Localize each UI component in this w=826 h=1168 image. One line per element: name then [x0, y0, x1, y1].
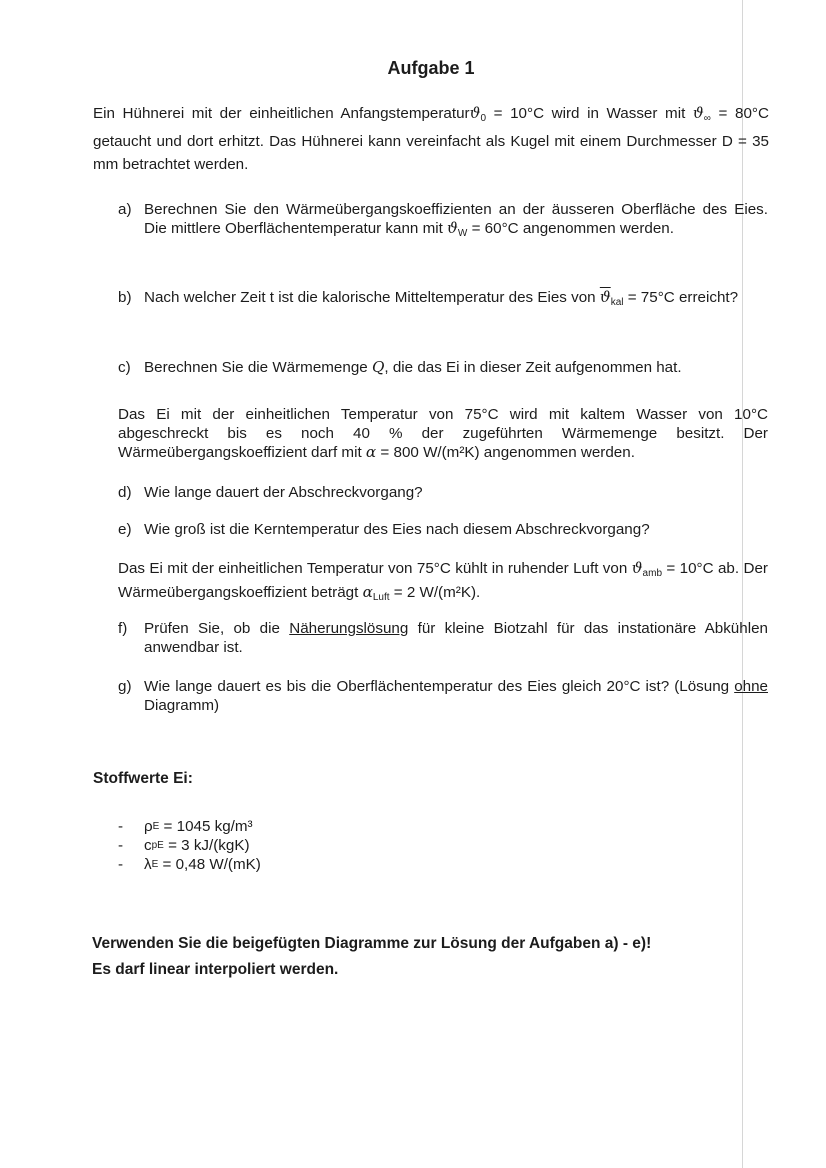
alpha-symbol: α — [365, 443, 377, 461]
list-item — [118, 836, 261, 855]
task-text: = 60°C angenommen werden. — [471, 220, 674, 237]
property-value: = 3 kJ/(kgK) — [168, 837, 250, 854]
subscript-amb: amb — [642, 568, 662, 579]
task-label: c) — [118, 359, 131, 376]
q-symbol: Q — [371, 358, 385, 376]
task-a — [118, 200, 768, 243]
instruction-line-2: Es darf linear interpoliert werden. — [92, 961, 339, 978]
property-symbol: c — [144, 837, 152, 854]
task-text: Berechnen Sie den Wärmeübergangskoeffizienten an der äusseren Oberfläche des Eies. Die mittlere Oberflächentemperatur kann mit — [144, 201, 768, 237]
task-label: f) — [118, 620, 128, 637]
task-f — [118, 619, 768, 657]
task-text: Prüfen Sie, ob die — [144, 620, 280, 637]
task-g — [118, 677, 768, 715]
task-text: Nach welcher Zeit t ist die kalorische Mitteltemperatur des Eies von — [144, 289, 596, 306]
page-title: Aufgabe 1 — [387, 58, 475, 78]
task-e — [118, 520, 768, 539]
underlined-term: Näherungslösung — [289, 620, 409, 637]
air-cooling-paragraph — [118, 559, 768, 607]
property-value: = 0,48 W/(mK) — [162, 856, 261, 873]
theta-symbol: ϑ — [631, 559, 643, 577]
list-dash: - — [118, 856, 124, 873]
theta-mean-symbol: $\overline{ϑ}$ — [599, 288, 611, 306]
underlined-term: ohne — [734, 678, 768, 695]
paragraph-text: = 2 W/(m²K). — [393, 584, 481, 601]
task-text: = 75°C erreicht? — [627, 289, 739, 306]
task-text: Wie groß ist die Kerntemperatur des Eies nach diesem Abschreckvorgang? — [144, 521, 650, 538]
property-symbol: λ — [144, 856, 152, 873]
task-d — [118, 483, 768, 502]
subscript-luft: Luft — [372, 592, 390, 603]
list-dash: - — [118, 837, 124, 854]
theta-symbol: ϑ — [692, 104, 704, 122]
property-subscript: E — [152, 821, 160, 832]
list-dash: - — [118, 818, 124, 835]
task-label: a) — [118, 201, 132, 218]
task-text: Wie lange dauert der Abschreckvorgang? — [144, 484, 423, 501]
instruction-line-1: Verwenden Sie die beigefügten Diagramme zur Lösung der Aufgaben a) - e)! — [92, 935, 652, 952]
material-properties-list — [118, 817, 261, 874]
task-text: Berechnen Sie die Wärmemenge — [144, 359, 368, 376]
property-subscript: pE — [151, 840, 164, 851]
property-subscript: E — [151, 859, 159, 870]
paragraph-text: = 10°C ab. Der Wärmeübergangskoeffizient beträgt — [118, 560, 768, 601]
intro-text-1: Ein Hühnerei mit der einheitlichen Anfangstemperatur — [93, 105, 470, 122]
list-item — [118, 855, 261, 874]
material-properties-heading: Stoffwerte Ei: — [93, 770, 193, 787]
final-instructions — [92, 931, 651, 983]
intro-text-2: = 10°C wird in Wasser mit — [493, 105, 686, 122]
task-label: b) — [118, 289, 132, 306]
task-text: Wie lange dauert es bis die Oberflächentemperatur des Eies gleich 20°C ist? (Lösung — [144, 678, 730, 695]
property-value: = 1045 kg/m³ — [163, 818, 253, 835]
quench-paragraph — [118, 405, 768, 462]
theta-symbol: ϑ — [469, 104, 481, 122]
subscript-w: W — [457, 228, 468, 239]
paragraph-text: = 800 W/(m²K) angenommen werden. — [380, 444, 635, 461]
theta-symbol: ϑ — [447, 219, 458, 237]
list-item — [118, 817, 261, 836]
subscript-infinity: ∞ — [703, 113, 711, 124]
intro-text-3: = 80°C getaucht und dort erhitzt. Das Hühnerei kann vereinfacht als Kugel mit einem Durchmesser D = 35 mm betrachtet werden. — [93, 105, 769, 173]
intro-paragraph — [93, 102, 769, 176]
property-symbol: ρ — [144, 818, 153, 835]
task-c — [118, 358, 768, 377]
task-text: , die das Ei in dieser Zeit aufgenommen hat. — [384, 359, 682, 376]
alpha-symbol: α — [362, 583, 373, 601]
paragraph-text: Das Ei mit der einheitlichen Temperatur von 75°C kühlt in ruhender Luft von — [118, 560, 628, 577]
task-text: für kleine Biotzahl für das instationäre Abkühlen anwendbar ist. — [144, 620, 768, 656]
paragraph-text: Das Ei mit der einheitlichen Temperatur von 75°C wird mit kaltem Wasser von 10°C abgeschreckt bis es noch 40 % der zugeführten Wärmemenge besitzt. Der Wärmeübergangskoeffizient darf mit — [118, 406, 768, 461]
task-label: e) — [118, 521, 132, 538]
task-text: Diagramm) — [144, 697, 220, 714]
task-b — [118, 288, 768, 312]
subscript-kal: kal — [610, 297, 624, 308]
subscript-0: 0 — [480, 113, 487, 124]
task-label: d) — [118, 484, 132, 501]
task-label: g) — [118, 678, 132, 695]
